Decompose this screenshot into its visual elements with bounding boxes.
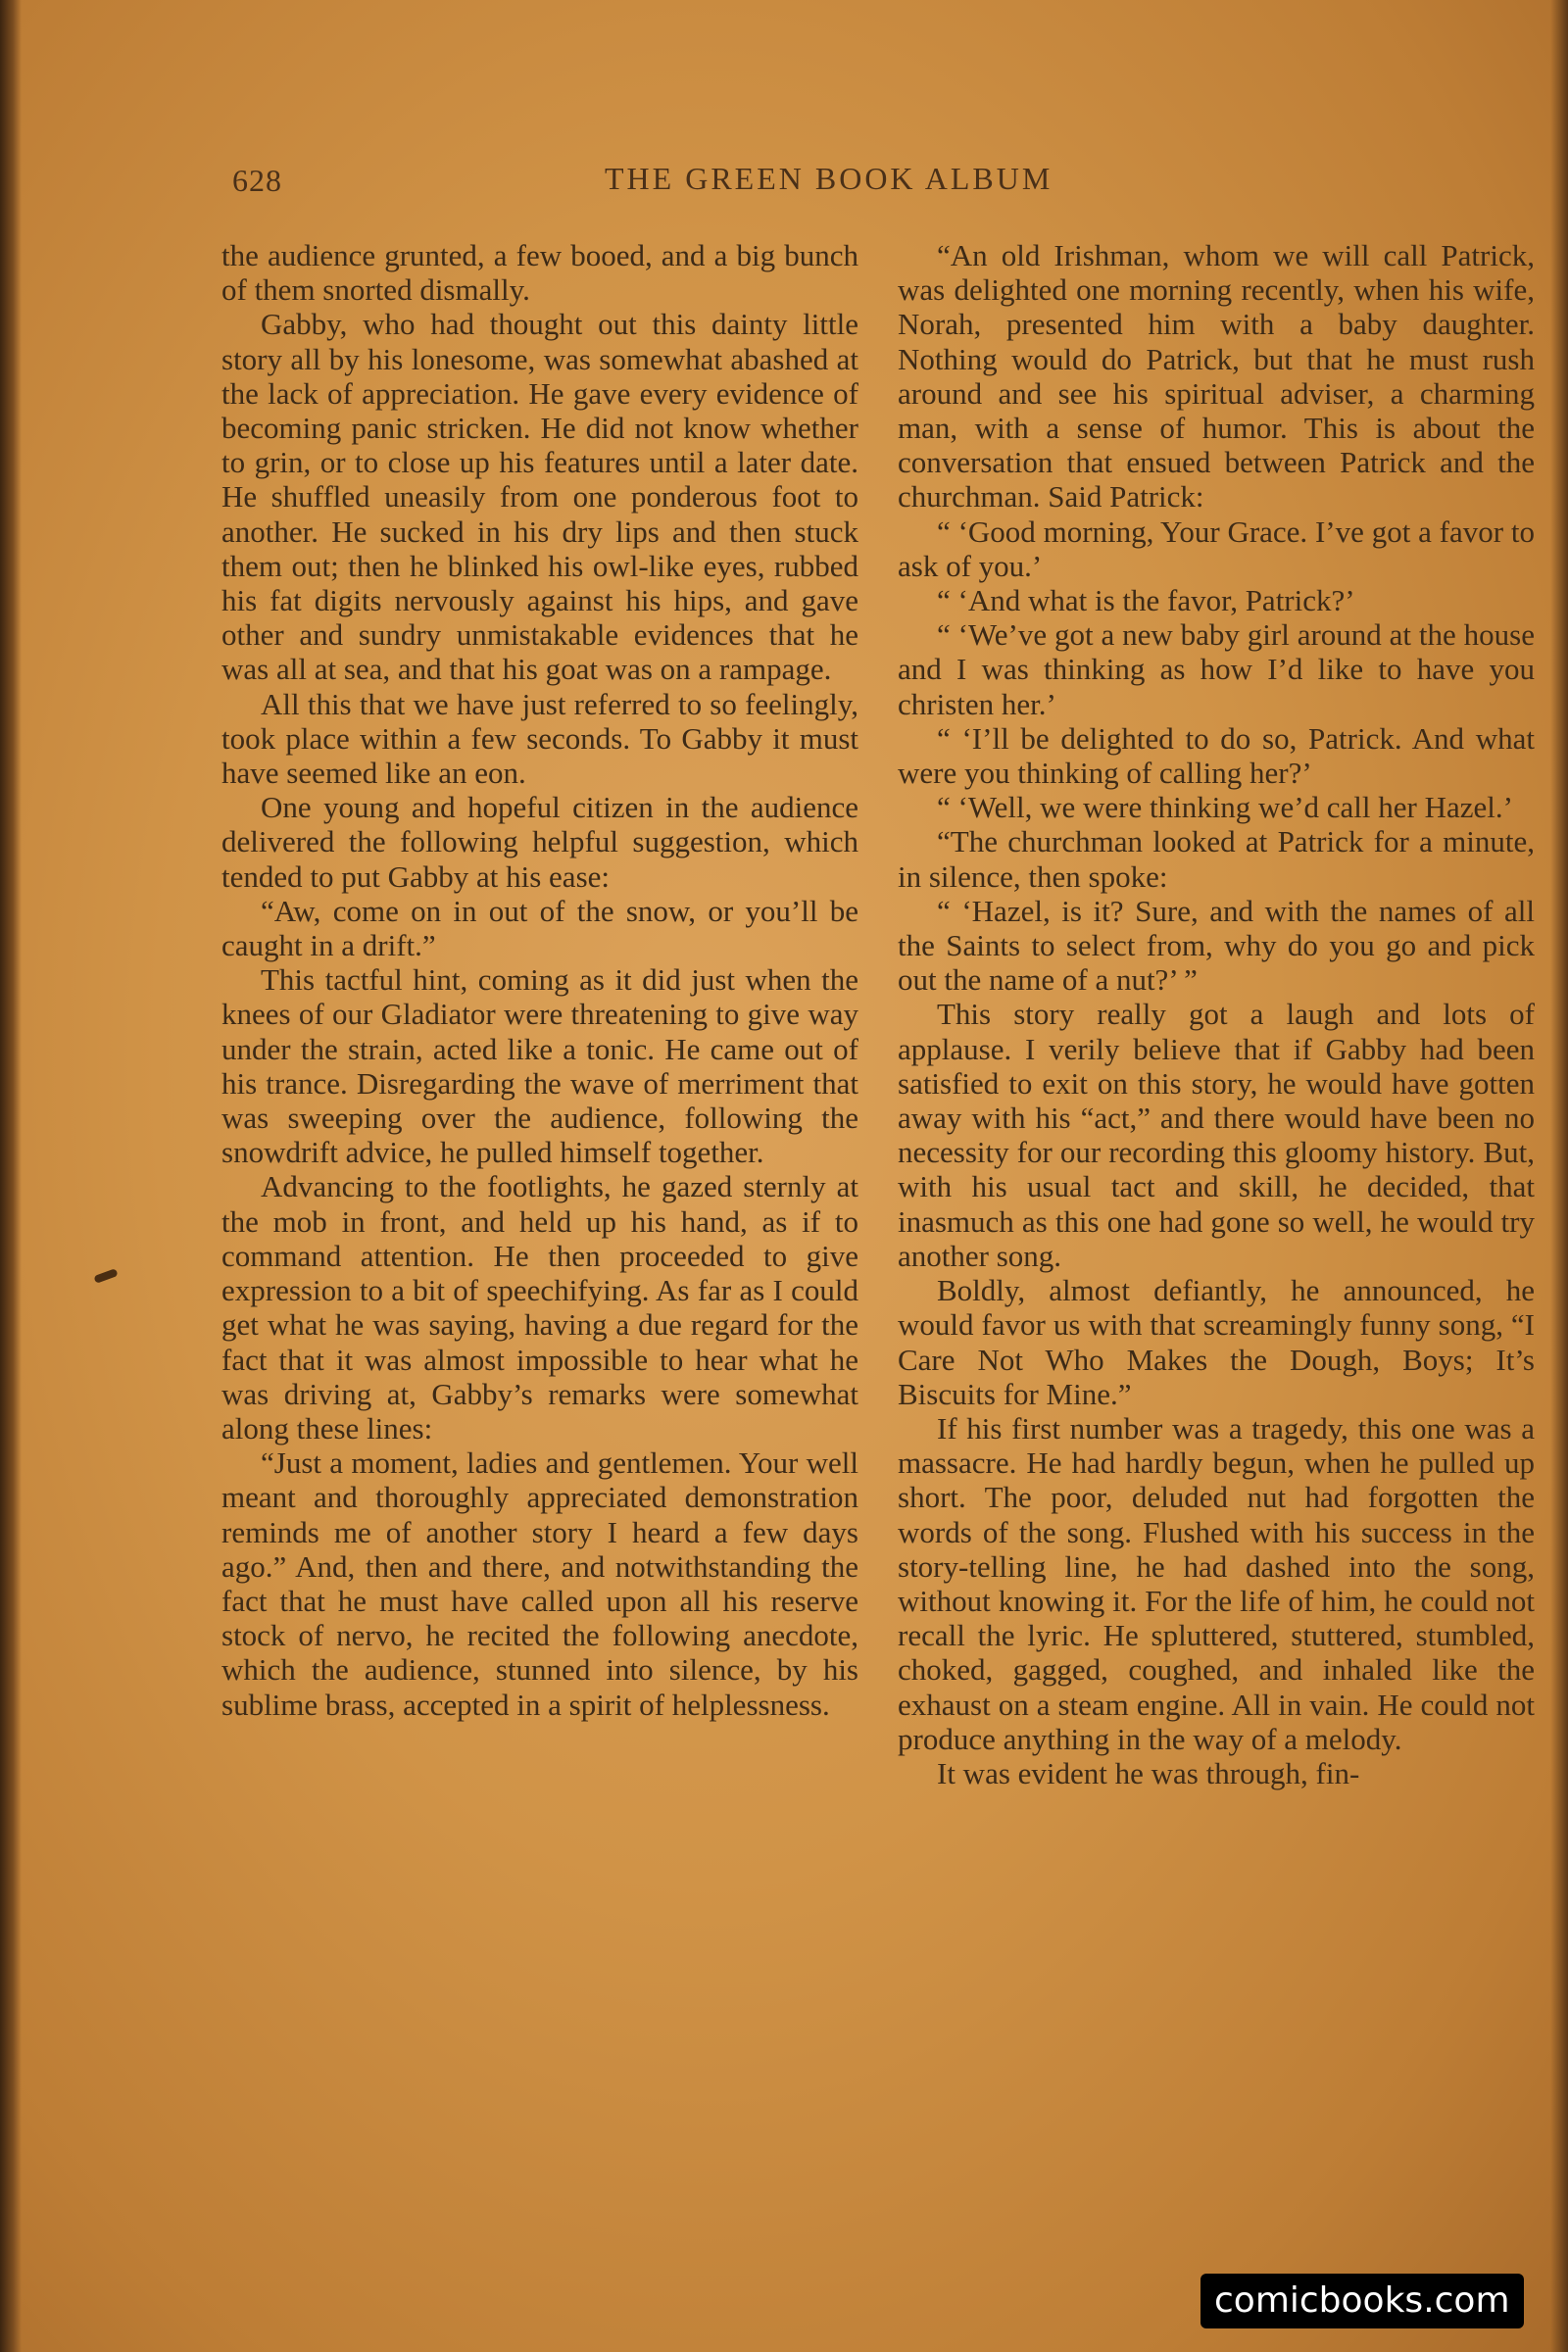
page-number: 628: [232, 163, 282, 198]
paragraph: All this that we have just referred to so feelingly, took place within a few seconds. To Gabby it must have seemed like an eon.: [221, 686, 858, 791]
left-column: [221, 238, 858, 1722]
paragraph: “ ‘Hazel, is it? Sure, and with the names of all the Saints to select from, why do you go and pick out the name of a nut?’ ”: [898, 893, 1535, 998]
paragraph: the audience grunted, a few booed, and a big bunch of them snorted dismally.: [221, 238, 858, 308]
paragraph: This story really got a laugh and lots of applause. I verily believe that if Gabby had been satisfied to exit on this story, he would have gotten away with his “act,” and there would have been no necessity for our recording this gloomy history. But, with his usual tact and skill, he decided, that inasmuch as this one had gone so well, he would try another song.: [898, 997, 1535, 1273]
paragraph: This tactful hint, coming as it did just when the knees of our Gladiator were threatening to give way under the strain, acted like a tonic. He came out of his trance. Disregarding the wave of merriment that was sweeping over the audience, following the snowdrift advice, he pulled himself together.: [221, 962, 858, 1170]
running-header: [232, 157, 1539, 200]
paragraph: “ ‘I’ll be delighted to do so, Patrick. And what were you thinking of calling her?’: [898, 720, 1535, 791]
paragraph: “ ‘And what is the favor, Patrick?’: [937, 583, 1355, 618]
paragraph: “ ‘We’ve got a new baby girl around at the house and I was thinking as how I’d like to have you christen her.’: [898, 617, 1535, 721]
paragraph: If his first number was a tragedy, this one was a massacre. He had hardly begun, when he pulled up short. The poor, deluded nut had forgotten the words of the song. Flushed with his success in the story-telling line, he had dashed into the song, without knowing it. For the life of him, he could not recall the lyric. He spluttered, stuttered, stumbled, choked, gagged, coughed, and inhaled like the exhaust on a steam engine. All in vain. He could not produce anything in the way of a melody.: [898, 1410, 1535, 1756]
paragraph: “ ‘Good morning, Your Grace. I’ve got a favor to ask of you.’: [898, 514, 1535, 583]
paragraph: One young and hopeful citizen in the audience delivered the following helpful suggestion, which tended to put Gabby at his ease:: [221, 790, 858, 894]
right-column: [898, 238, 1535, 1790]
source-watermark: comicbooks.com: [1200, 2274, 1524, 2328]
page-edge-shadow: [1550, 0, 1568, 2352]
paragraph: Advancing to the footlights, he gazed sternly at the mob in front, and held up his hand, as if to command attention. He then proceeded to give expression to a bit of speechifying. As far as I could get what he was saying, having a due regard for the fact that it was almost impossible to hear what he was driving at, Gabby’s remarks were somewhat along these lines:: [221, 1169, 858, 1446]
paragraph: “An old Irishman, whom we will call Patrick, was delighted one morning recently, when his wife, Norah, presented him with a baby daughter. Nothing would do Patrick, but that he must rush around and see his spiritual adviser, a charming man, with a sense of humor. This is about the conversation that ensued between Patrick and the churchman. Said Patrick:: [898, 238, 1535, 514]
paragraph: Boldly, almost defiantly, he announced, he would favor us with that screamingly funny song, “I Care Not Who Makes the Dough, Boys; It’s Biscuits for Mine.”: [898, 1273, 1535, 1411]
paragraph: “Aw, come on in out of the snow, or you’ll be caught in a drift.”: [221, 893, 858, 963]
paragraph: Gabby, who had thought out this dainty little story all by his lonesome, was somewhat abashed at the lack of appreciation. He gave every evidence of becoming panic stricken. He did not know whether to grin, or to close up his features until a later date. He shuffled uneasily from one ponderous foot to another. He sucked in his dry lips and then stuck them out; then he blinked his owl-like eyes, rubbed his fat digits nervously against his hips, and gave other and sundry unmistakable evidences that he was all at sea, and that his goat was on a rampage.: [221, 307, 858, 687]
paragraph: “The churchman looked at Patrick for a minute, in silence, then spoke:: [898, 824, 1535, 894]
binding-shadow: [0, 0, 22, 2352]
paragraph: It was evident he was through, fin-: [937, 1755, 1360, 1790]
paragraph: “Just a moment, ladies and gentlemen. Your well meant and thoroughly appreciated demonstration reminds me of another story I heard a few days ago.” And, then and there, and notwithstanding the fact that he must have called upon all his reserve stock of nervo, he recited the following anecdote, which the audience, stunned into silence, by his sublime brass, accepted in a spirit of helplessness.: [221, 1446, 858, 1722]
running-title: THE GREEN BOOK ALBUM: [605, 161, 1054, 196]
paragraph: “ ‘Well, we were thinking we’d call her Hazel.’: [937, 790, 1513, 825]
